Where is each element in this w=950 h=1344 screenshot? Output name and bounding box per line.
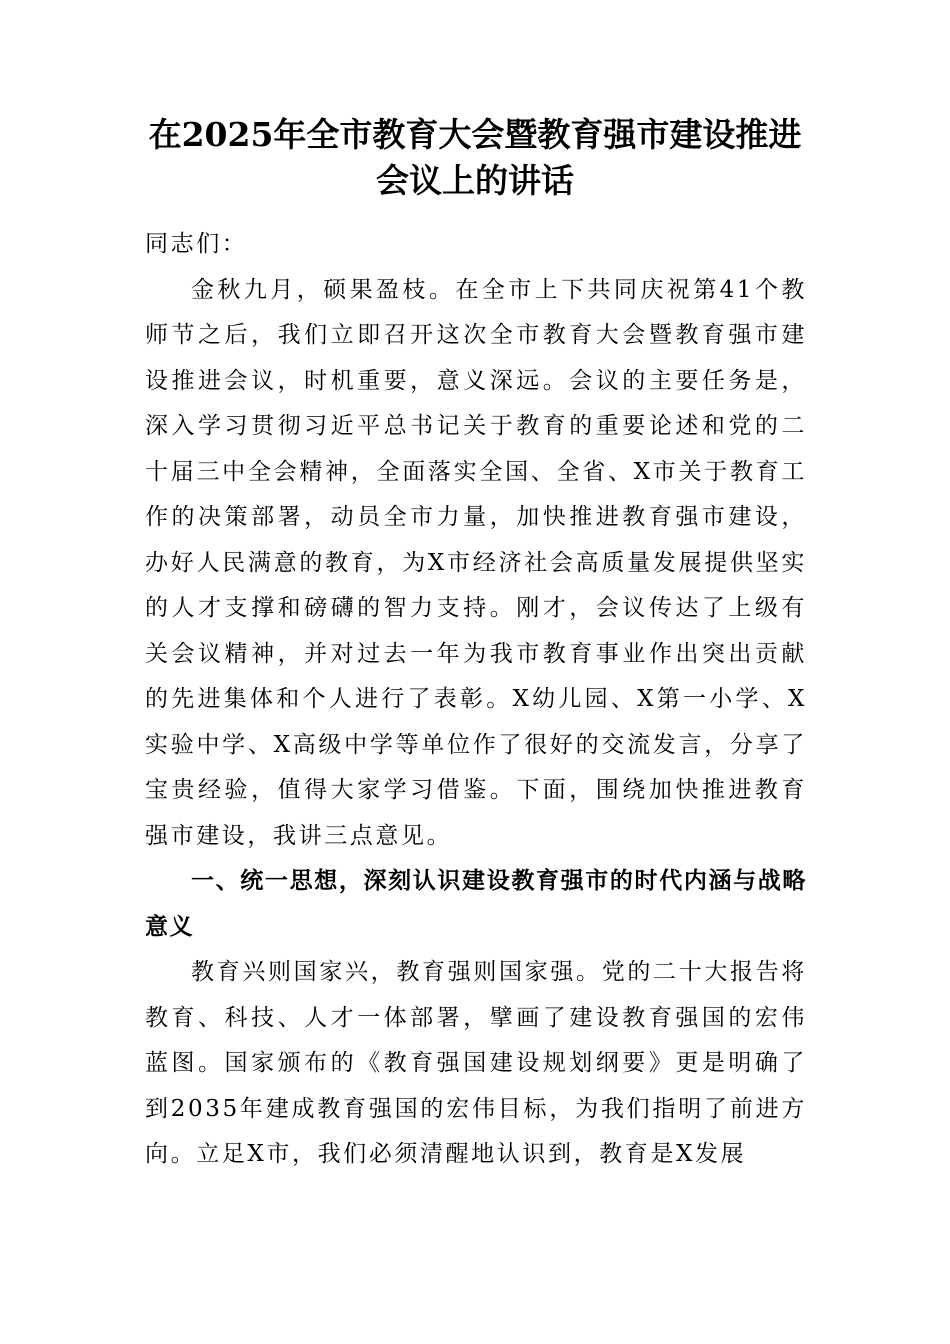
document-title: 在2025年全市教育大会暨教育强市建设推进会议上的讲话 — [148, 115, 802, 200]
salutation: 同志们： — [145, 231, 248, 257]
section-1-paragraph: 教育兴则国家兴，教育强则国家强。党的二十大报告将教育、科技、人才一体部署，擘画了建设教育强国的宏伟蓝图。国家颁布的《教育强国建设规划纲要》更是明确了到2035年建成教育强国的宏伟目标，为我们指明了前进方向。立足X市，我们必须清醒地认识到，教育是X发展 — [145, 959, 807, 1167]
document-body — [145, 222, 807, 1178]
opening-paragraph: 金秋九月，硕果盈枝。在全市上下共同庆祝第41个教师节之后，我们立即召开这次全市教育大会暨教育强市建设推进会议，时机重要，意义深远。会议的主要任务是，深入学习贯彻习近平总书记关于教育的重要论述和党的二十届三中全会精神，全面落实全国、全省、X市关于教育工作的决策部署，动员全市力量，加快推进教育强市建设，办好人民满意的教育，为X市经济社会高质量发展提供坚实的人才支撑和磅礴的智力支持。刚才，会议传达了上级有关会议精神，并对过去一年为我市教育事业作出突出贡献的先进集体和个人进行了表彰。X幼儿园、X第一小学、X实验中学、X高级中学等单位作了很好的交流发言，分享了宝贵经验，值得大家学习借鉴。下面，围绕加快推进教育强市建设，我讲三点意见。 — [145, 276, 807, 849]
section-heading-1: 一、统一思想，深刻认识建设教育强市的时代内涵与战略意义 — [145, 868, 807, 940]
